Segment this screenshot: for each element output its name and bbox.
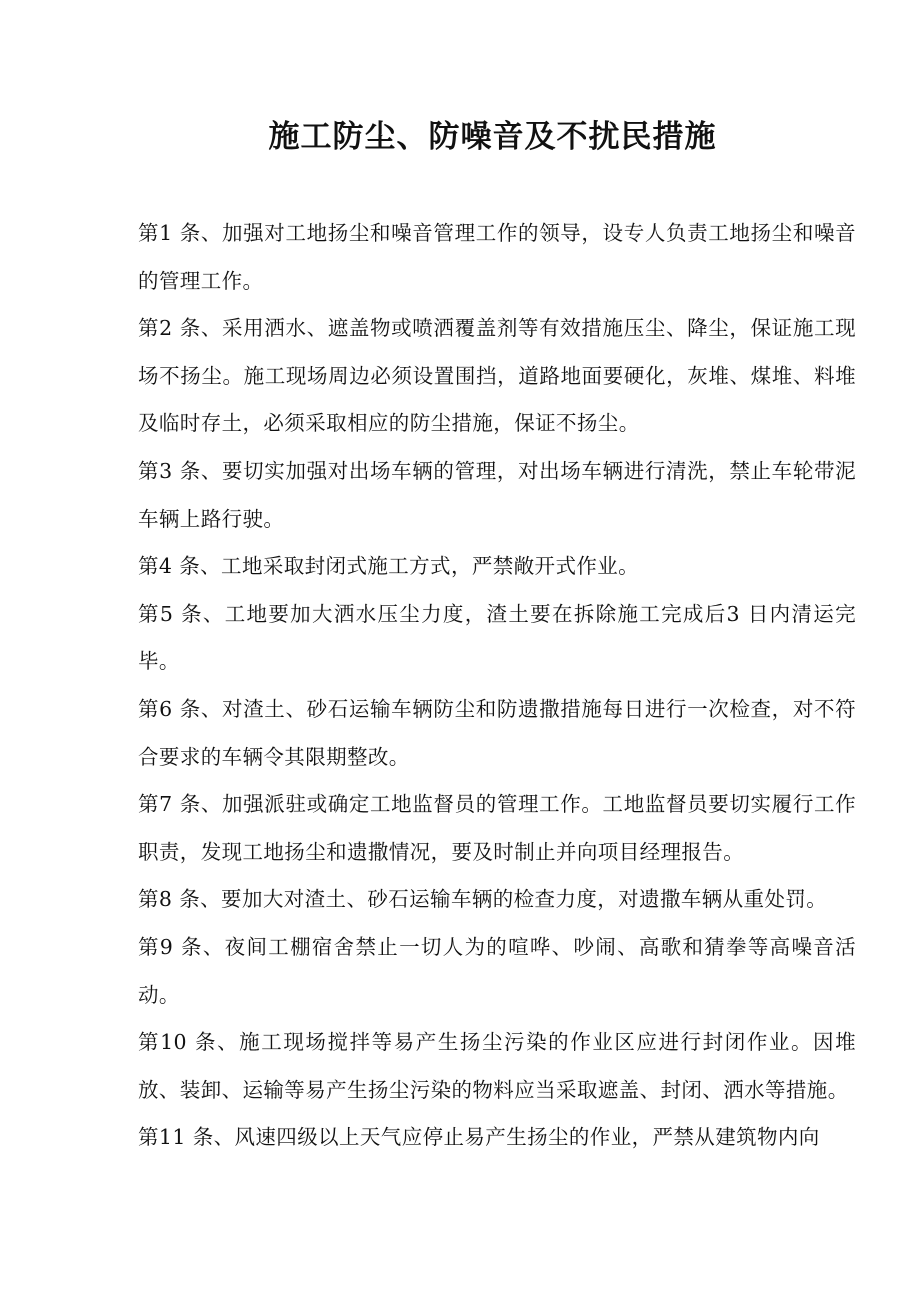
article-8: 第8 条、要加大对渣土、砂石运输车辆的检查力度，对遗撒车辆从重处罚。	[138, 887, 828, 912]
article-9: 第9 条、夜间工棚宿舍禁止一切人为的喧哗、吵闹、高歌和猜拳等高噪音活动。	[138, 934, 856, 1007]
article-11: 第11 条、风速四级以上天气应停止易产生扬尘的作业，严禁从建筑物内向	[138, 1125, 820, 1150]
article-10: 第10 条、施工现场搅拌等易产生扬尘污染的作业区应进行封闭作业。因堆放、装卸、运输等易产生扬尘污染的物料应当采取遮盖、封闭、洒水等措施。	[138, 1030, 856, 1102]
document-body	[138, 210, 856, 1162]
article-5: 第5 条、工地要加大洒水压尘力度，渣土要在拆除施工完成后3 日内清运完毕。	[138, 601, 856, 674]
article-7: 第7 条、加强派驻或确定工地监督员的管理工作。工地监督员要切实履行工作职责，发现工地扬尘和遗撒情况，要及时制止并向项目经理报告。	[138, 792, 856, 864]
document-title: 施工防尘、防噪音及不扰民措施	[268, 119, 717, 155]
article-4: 第4 条、工地采取封闭式施工方式，严禁敞开式作业。	[138, 554, 640, 579]
article-2: 第2 条、采用洒水、遮盖物或喷洒覆盖剂等有效措施压尘、降尘，保证施工现场不扬尘。施工现场周边必须设置围挡，道路地面要硬化，灰堆、煤堆、料堆及临时存土，必须采取相应的防尘措施，保证不扬尘。	[138, 316, 856, 436]
article-1: 第1 条、加强对工地扬尘和噪音管理工作的领导，设专人负责工地扬尘和噪音的管理工作。	[138, 221, 856, 293]
article-3: 第3 条、要切实加强对出场车辆的管理，对出场车辆进行清洗，禁止车轮带泥车辆上路行驶。	[138, 458, 856, 531]
article-6: 第6 条、对渣土、砂石运输车辆防尘和防遗撒措施每日进行一次检查，对不符合要求的车辆令其限期整改。	[138, 696, 856, 769]
